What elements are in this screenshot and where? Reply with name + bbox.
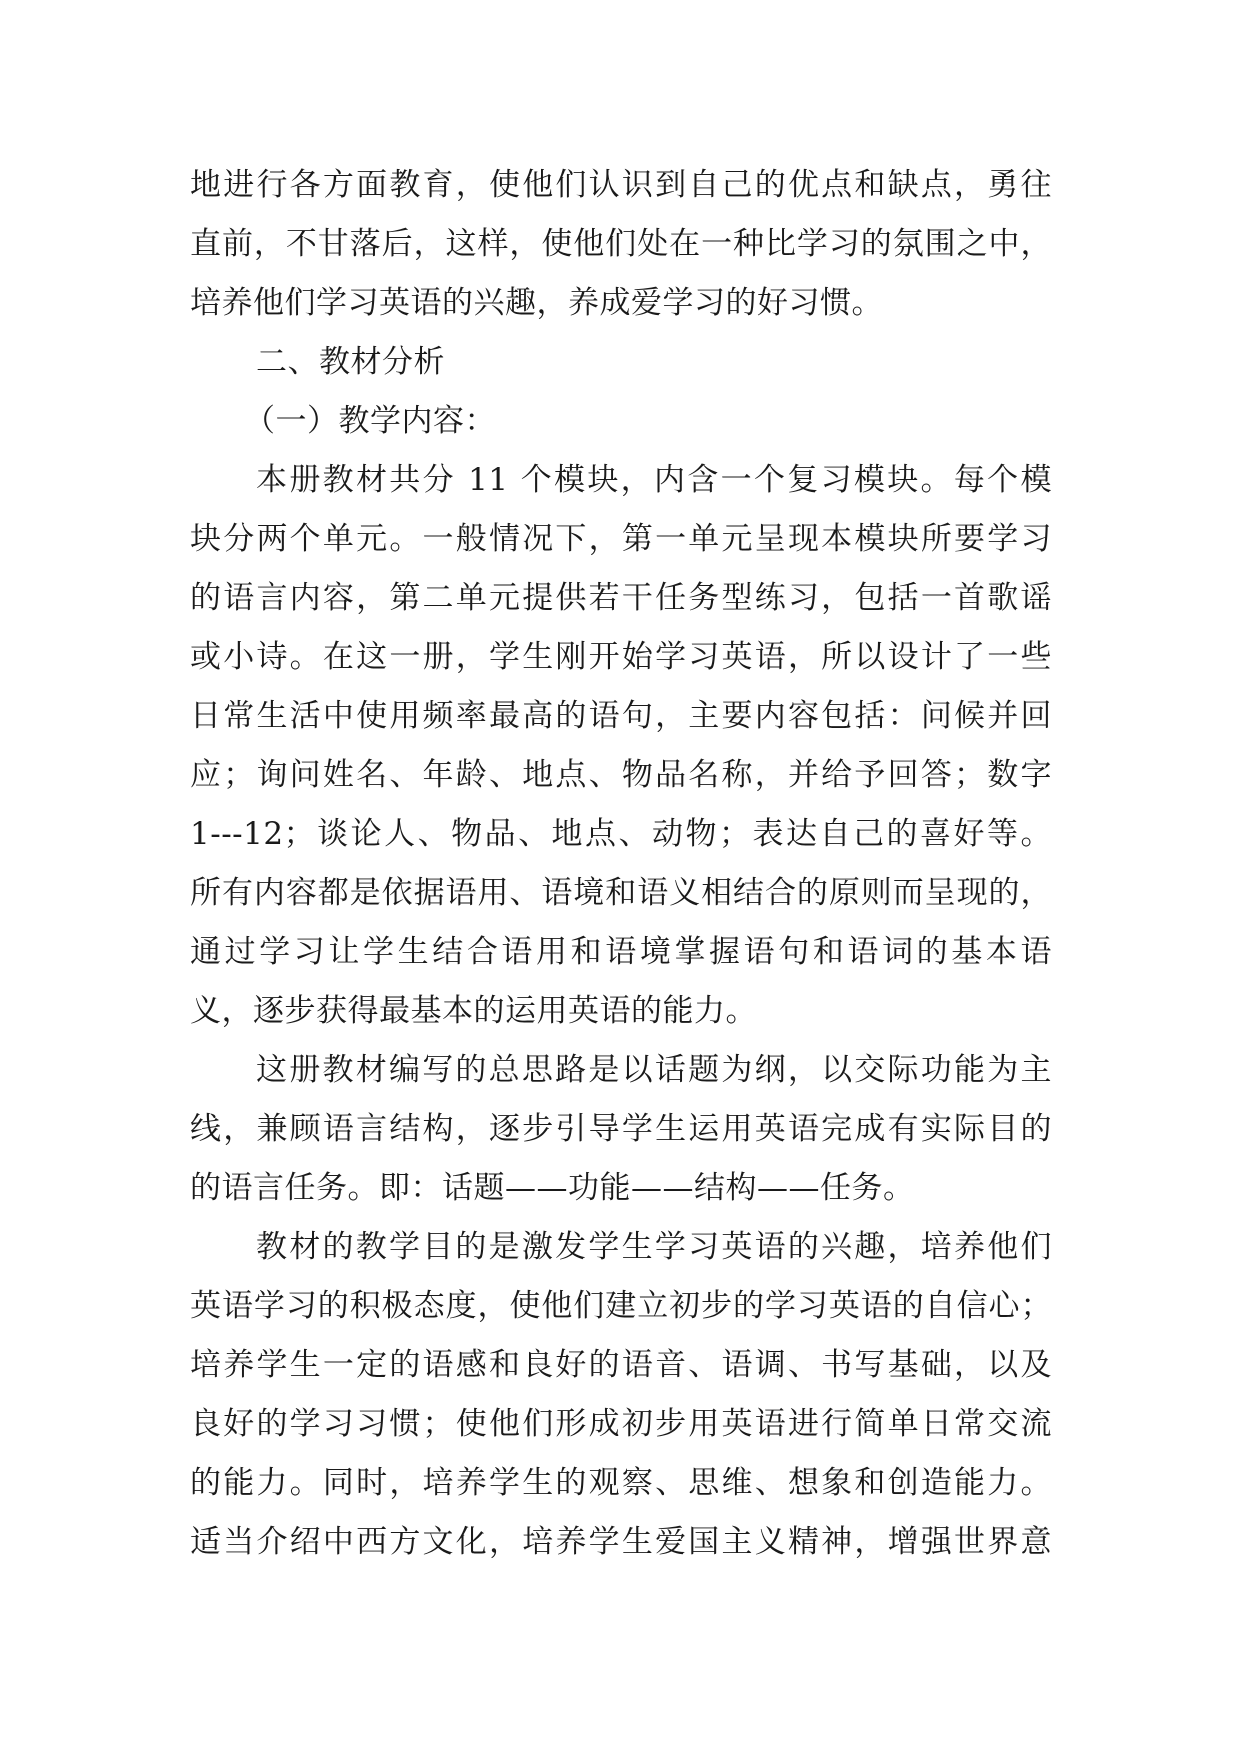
text-line: 这册教材编写的总思路是以话题为纲，以交际功能为主 <box>256 1052 1052 1088</box>
text-line: 培养他们学习英语的兴趣，养成爱学习的好习惯。 <box>190 285 883 321</box>
text-line: 线，兼顾语言结构，逐步引导学生运用英语完成有实际目的 <box>190 1111 1052 1147</box>
section-heading: 二、教材分析 <box>256 344 445 380</box>
text-line: 良好的学习习惯；使他们形成初步用英语进行简单日常交流 <box>190 1406 1052 1442</box>
subsection-heading: （一）教学内容： <box>244 403 496 439</box>
text-line: 义，逐步获得最基本的运用英语的能力。 <box>190 993 757 1029</box>
text-line: 直前，不甘落后，这样，使他们处在一种比学习的氛围之中， <box>190 226 1052 262</box>
text-line: 适当介绍中西方文化，培养学生爱国主义精神，增强世界意 <box>190 1524 1052 1560</box>
text-line: 英语学习的积极态度，使他们建立初步的学习英语的自信心； <box>190 1288 1052 1324</box>
text-line: 通过学习让学生结合语用和语境掌握语句和语词的基本语 <box>190 934 1052 970</box>
text-line: 的能力。同时，培养学生的观察、思维、想象和创造能力。 <box>190 1465 1052 1501</box>
text-line: 块分两个单元。一般情况下，第一单元呈现本模块所要学习 <box>190 521 1052 557</box>
text-line: 地进行各方面教育，使他们认识到自己的优点和缺点，勇往 <box>190 167 1052 203</box>
text-line: 或小诗。在这一册，学生刚开始学习英语，所以设计了一些 <box>190 639 1052 675</box>
text-line: 的语言任务。即：话题——功能——结构——任务。 <box>190 1170 915 1206</box>
text-line: 的语言内容，第二单元提供若干任务型练习，包括一首歌谣 <box>190 580 1052 616</box>
text-line: 应；询问姓名、年龄、地点、物品名称，并给予回答；数字 <box>190 757 1052 793</box>
text-line: 1---12；谈论人、物品、地点、动物；表达自己的喜好等。 <box>190 816 1052 852</box>
text-line: 培养学生一定的语感和良好的语音、语调、书写基础，以及 <box>190 1347 1052 1383</box>
text-line: 教材的教学目的是激发学生学习英语的兴趣，培养他们 <box>256 1229 1052 1265</box>
text-line: 所有内容都是依据语用、语境和语义相结合的原则而呈现的， <box>190 875 1052 911</box>
text-line: 日常生活中使用频率最高的语句，主要内容包括：问候并回 <box>190 698 1052 734</box>
text-line: 本册教材共分 11 个模块，内含一个复习模块。每个模 <box>256 462 1052 498</box>
